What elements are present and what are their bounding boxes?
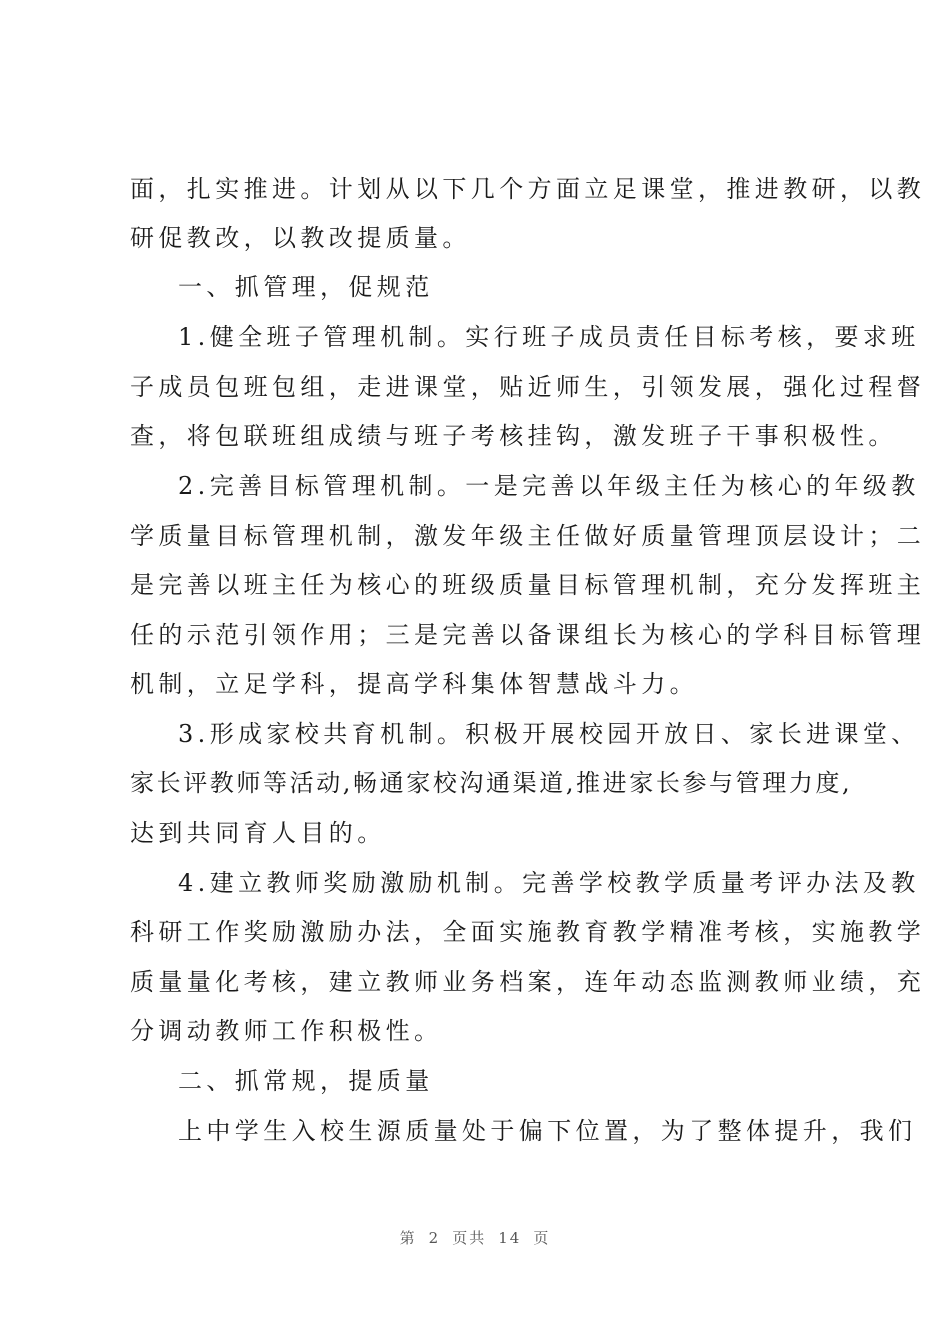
body-text-line: 上中学生入校生源质量处于偏下位置，为了整体提升，我们	[178, 1117, 917, 1145]
footer-suffix: 页	[533, 1229, 551, 1247]
body-text-line: 科研工作奖励激励办法，全面实施教育教学精准考核，实施教学	[130, 918, 926, 946]
body-text-line: 子成员包班包组，走进课堂，贴近师生，引领发展，强化过程督	[130, 373, 926, 401]
page-footer	[0, 1227, 950, 1248]
body-text-line: 面，扎实推进。计划从以下几个方面立足课堂，推进教研，以教	[130, 175, 926, 203]
body-text-line: 3.形成家校共育机制。积极开展校园开放日、家长进课堂、	[178, 720, 920, 748]
body-text-line: 是完善以班主任为核心的班级质量目标管理机制，充分发挥班主	[130, 571, 926, 599]
body-text-line: 研促教改，以教改提质量。	[130, 224, 471, 252]
footer-middle: 页共	[452, 1229, 487, 1247]
section-heading: 二、抓常规，提质量	[178, 1067, 434, 1095]
section-heading: 一、抓管理，促规范	[178, 273, 434, 301]
body-text-line: 查，将包联班组成绩与班子考核挂钩，激发班子干事积极性。	[130, 422, 897, 450]
body-text-line: 质量量化考核，建立教师业务档案，连年动态监测教师业绩，充	[130, 968, 926, 996]
footer-total-pages: 14	[498, 1229, 522, 1247]
footer-page-number: 2	[428, 1229, 441, 1247]
body-text-line: 4.建立教师奖励激励机制。完善学校教学质量考评办法及教	[178, 869, 920, 897]
body-text-line: 任的示范引领作用；三是完善以备课组长为核心的学科目标管理	[130, 621, 926, 649]
body-text-line: 分调动教师工作积极性。	[130, 1017, 443, 1045]
body-text-line: 家长评教师等活动,畅通家校沟通渠道,推进家长参与管理力度,	[130, 769, 853, 797]
body-text-line: 1.健全班子管理机制。实行班子成员责任目标考核，要求班	[178, 323, 920, 351]
body-text-line: 机制，立足学科，提高学科集体智慧战斗力。	[130, 670, 698, 698]
footer-prefix: 第	[399, 1229, 417, 1247]
body-text-line: 学质量目标管理机制，激发年级主任做好质量管理顶层设计；二	[130, 522, 926, 550]
body-text-line: 达到共同育人目的。	[130, 819, 386, 847]
body-text-line: 2.完善目标管理机制。一是完善以年级主任为核心的年级教	[178, 472, 920, 500]
